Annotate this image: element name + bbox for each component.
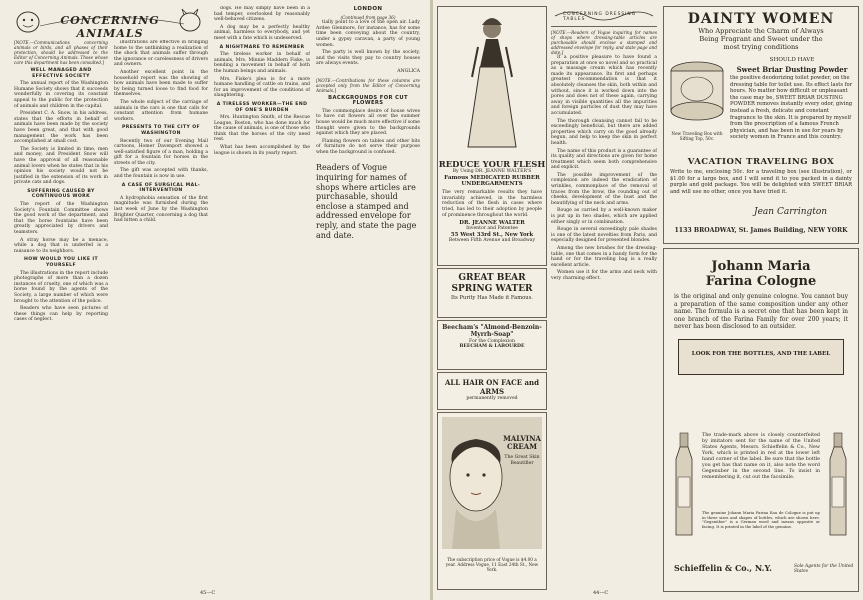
ad-address: 55 West 33rd St., New York: [450, 231, 534, 238]
ad-title: REDUCE YOUR FLESH: [438, 159, 546, 169]
section-heading: HOW WOULD YOU LIKE IT YOURSELF: [23, 257, 99, 268]
look-for-label: LOOK FOR THE BOTTLES, AND THE LABEL: [691, 350, 831, 357]
cream-ad: [437, 412, 547, 590]
london-column: [316, 4, 420, 589]
paragraph: The report of the Washington Society's Fountain Committee shows the good work of the department, and that the horse fountains have been greatly appreciated by drivers and teamsters.: [14, 202, 108, 236]
powder-box-illustration: [668, 57, 726, 147]
animals-column-1: [14, 40, 108, 585]
agents-sub: Sole Agents for the United States: [794, 564, 854, 575]
powder-tin-icon: [668, 57, 726, 127]
paragraph: Flaming flowers on tables and other bits of furniture do not serve their purpose when the background is confused.: [316, 138, 420, 155]
dainty-women-ad: [663, 6, 859, 244]
ad-subtitle: most trying conditions: [723, 43, 799, 51]
ad-subtitle: Being Fragrant and Sweet under the: [699, 35, 823, 43]
ad-body: Write to me, enclosing 50c. for a traveling box (see illustration), or $1.00 for a large box, and I will send it to you packed in a dainty purple and gold package. You will be delighted with SWEET BRIAR and will use no other, once you have tried it.: [670, 169, 852, 195]
paragraph: If a positive pleasure to have found a preparation at once so novel and so practical as a massage cream which has recently made its appearance. Its first and perhaps greatest recommendation is that it absolutely cleanses the skin, both within and without, since it is worked down into the pores and does not of these again, carrying away in visible quantities all the impurities and foreign particles of dust they may have accumulated.: [551, 55, 657, 116]
bottle-icon: [824, 431, 852, 541]
paragraph: Rouge as carried by a well-known maker is put up in two shades, which are applied either singly or in combination.: [551, 208, 657, 225]
paragraph: Mrs. Fiske's plea is for a more humane handling of cattle on trains, and for an improvement of the conditions of slaughtering.: [214, 76, 310, 99]
paragraph: The whole subject of the carriage of animals in the cars is one that calls for constant attention from humane workers.: [114, 99, 208, 122]
section-title: CONCERNING ANIMALS: [60, 14, 160, 40]
ad-product: Famous MEDICATED RUBBER UNDERGARMENTS: [444, 174, 540, 188]
section-heading: A NIGHTMARE TO REMEMBER: [219, 44, 305, 50]
ad-subtitle: For the Complexion: [469, 338, 515, 344]
ad-title: Johann Maria: [711, 259, 811, 274]
paragraph: A hydrophobia sensation of the first magnitude was furnished during the last week of June by the Washington Brighter Quarter, concerning a dog that had bitten a child.: [114, 195, 208, 224]
ad-title: DAINTY WOMEN: [687, 11, 835, 27]
paragraph: Another excellent point in the household report was the showing of how animals have been made to suffer by being turned loose to find food for themselves.: [114, 69, 208, 98]
london-signature: ANGLICA: [397, 68, 420, 74]
paragraph: The name of this product is a guarantee of its quality and directions are given for home treatment which seem both comprehensive and explicit.: [551, 148, 657, 171]
ad-body: The trade-mark above is closely counterfeited by imitators sent for the name of the United States Agents, Messrs. Schieffelin & Co., New York, which is printed in red at the lower left hand corner of the label. Be sure that the bottle you get has that name on it, also note the word Gegenuber in the second line. To insist in remembering it, cut out the facsimile.: [702, 433, 820, 480]
left-page: [0, 0, 430, 600]
paragraph: tially point to a love of the open air. Lady Ardee Glenmore, for instance, has for some time been conveying about the country, under a gypsy caravan, a party of young women.: [316, 20, 420, 48]
ad-subtitle: The Great Skin Beautifier: [504, 455, 540, 466]
paragraph: The Society is limited in time, men and money; and President Snow will have the approval of all reasonable animal lovers when he states that in his opinion his society would not be justified in the extension of its work in private cats and dogs.: [14, 146, 108, 186]
reduce-flesh-ad: [437, 6, 547, 266]
ad-street: Between Fifth Avenue and Broadway: [448, 237, 536, 243]
column-note: [NOTE.—Readers of Vogue inquiring for names of shops where dressing-table articles are purchasable should enclose a stamped and addressed envelope for reply, and state page and date.]: [551, 30, 657, 55]
paragraph: Recently two of our Evening Mail cartoons, Homer Davenport showed a well-satisfied figure of a man, holding a gift for a fountain for horses in the streets of the city.: [114, 138, 208, 166]
ad-body: The very remarkable results they have invariably achieved, in the harmless reduction of the flesh in cases where tried, has led to their adoption by people of prominence throughout the world.: [442, 190, 542, 218]
ad-subtitle: permanently removed: [466, 396, 518, 401]
ad-body: is the original and only genuine cologne. You cannot buy a preparation of the same composition under any other name. The formula is a secret one that has been kept in one branch of the Farina Family for over 200 years; it never has been disclosed to an outsider.: [674, 293, 848, 331]
ad-subtitle: Its Purity Has Made it Famous.: [451, 295, 533, 301]
paragraph: The annual report of the Washington Humane Society shows that it succeeds wonderfully in covering its constant appeal to the public for the protection of animals and children in the capital.: [14, 81, 108, 109]
hair-removal-ad: [437, 372, 547, 410]
ad-title: ALL HAIR ON FACE and ARMS: [444, 378, 540, 396]
paragraph: A stray horse may be a menace, while a dog that is underfed is a nuisance to its neighbors.: [14, 237, 108, 254]
ad-body: the positive deodorizing toilet powder, on the dressing table for toilet use. Its effect lasts for hours. No matter how difficult or unpleasant the case may be, SWEET BRIAR DUSTING POWDER removes instantly every odor, giving instead a fresh, delicate and constant fragrance to the skin. It is prepared by myself from the prescription of a famous French physician, and has been in use for years by society women in France and this country.: [730, 75, 853, 141]
section-heading: WELL MANAGED AND EFFECTIVE SOCIETY: [30, 68, 92, 79]
ad-title: Farina Cologne: [705, 274, 817, 289]
paragraph: The tireless worker in behalf of animals, Mrs. Minnie Maddern Fiske, is bending a movement in behalf of both the human beings and animals.: [214, 52, 310, 74]
soap-ad: [437, 320, 547, 370]
animals-column-2: [114, 40, 208, 585]
column-note: [NOTE.—Contributions for these columns are accepted only from the Editor of Concerning Animals.]: [316, 77, 420, 93]
spring-water-ad: [437, 268, 547, 318]
ad-address: 1133 BROADWAY, St. James Building, NEW YORK: [674, 227, 848, 234]
intro-note: [NOTE.—Communications concerning animals or birds, and all phases of their protection, should be addressed to the Editor of Concerning Animals. Those whose care this department has been consulted.]: [14, 40, 108, 65]
paragraph: Women use it for the arms and neck with very charming effect.: [551, 270, 657, 281]
paragraph: President C. A. Snow, in his address, states that the efforts in behalf of animals have been made by the society have been great, and that with good management the work has been accomplished at small cost.: [14, 111, 108, 145]
bottle-icon: [670, 431, 698, 541]
paragraph: The thorough cleansing cannot fail to be exceedingly beneficial, but there are added properties which carry on the good already begun, and help to keep the skin in perfect health.: [551, 118, 657, 146]
paragraph: Among the new brushes for the dressing-table, one that comes in a handy form for the hand or for the traveling bag is a really excellent article.: [551, 246, 657, 268]
paragraph: dogs. He may simply have been in a bad temper, overlooked by reasonably well-behaved citizens.: [214, 6, 310, 23]
page-number: 45—C: [200, 590, 216, 596]
box-caption: New Traveling Box with Sifting Top, 50c.: [671, 131, 723, 141]
ad-name: DR. JEANNE WALTER: [459, 220, 525, 227]
agents-name: Schieffelin & Co., N.Y.: [674, 563, 772, 573]
paragraph: Readers who have seen pictures of these things can help by reporting cases of neglect.: [14, 306, 108, 323]
paragraph: A dog may be a perfectly healthy animal, harmless to everybody, and yet meet with a fate which is undeserved.: [214, 24, 310, 41]
section-heading: PRESENTS TO THE CITY OF WASHINGTON: [121, 125, 201, 136]
ad-title: GREAT BEAR SPRING WATER: [451, 273, 533, 294]
ad-title: Beecham's "Almond-Benzoin-Myrrh-Soap": [442, 324, 542, 339]
paragraph: The illustrations in the report include photographs of more than a dozen instances of cruelty, one of which was a horse found by the agents of the Society, a large number of which were brought to the attention of the police.: [14, 270, 108, 304]
farina-cologne-ad: [663, 248, 859, 592]
ad-subtitle: Who Appreciate the Charm of Always: [698, 27, 824, 35]
signature: Jean Carrington: [754, 207, 828, 217]
dressing-table-header: [551, 6, 657, 27]
dressing-column-title: CONCERNING DRESSING TABLES: [563, 12, 637, 22]
paragraph: The possible improvement of the complexion are indeed the eradication of wrinkles, commonplace of the removal of traces from the brow, the rounding out of cheeks, development of the bust and the beautifying of the neck and arms.: [551, 172, 657, 206]
ad-address: BEECHAM & LABOURDE: [459, 344, 525, 350]
should-have: SHOULD HAVE: [769, 57, 815, 63]
dressing-table-column: [551, 30, 657, 585]
readers-notice: Readers of Vogue inquiring for names of shops where articles are purchasable, should enclose a stamped and addressed envelope for reply, and state the page and date.: [316, 163, 417, 240]
product-name: Sweet Briar Dusting Powder: [736, 65, 848, 74]
corseted-woman-illustration-icon: [438, 7, 546, 157]
cologne-bottle-icon: [670, 431, 698, 541]
paragraph: The gift was accepted with thanks, and the fountain is now in use.: [114, 168, 208, 180]
paragraph: Mrs. Huntington Smith, of the Rescue League, Boston, who has done much for the cause of animals, is one of those who think that the horses of the city need rest.: [214, 115, 310, 143]
ad-subtitle: By Using DR. JEANNE WALTER'S: [452, 169, 532, 174]
paragraph: illustrations are effective in bringing home to the unthinking a realization of the shock that animals suffer through the ignorance or carelessness of drivers and owners.: [114, 40, 208, 68]
concerning-animals-header: [14, 6, 204, 40]
london-heading: LONDON: [353, 6, 383, 12]
london-continued: (Continued from page 36): [340, 14, 396, 20]
traveling-box-heading: VACATION TRAVELING BOX: [687, 157, 835, 167]
paragraph: The party is well known by the society, and the visits they pay to country houses are always events.: [316, 50, 420, 67]
animals-column-3: [214, 6, 310, 586]
subscription-caption: The subscription price of Vogue is $4.00 a year. Address Vogue, 11 East 24th St., New York.: [445, 557, 539, 572]
section-heading: BACKGROUNDS FOR CUT FLOWERS: [328, 94, 408, 107]
fine-print: The genuine Johann Maria Farina Eau de Cologne is put up in three sizes and shapes of bottles, which are shown here. "Gegenüber" is a German word and means opposite or facing. It is printed in the label of the genuine.: [702, 510, 820, 529]
section-heading: SUFFERING CAUSED BY CONTINUOUS WORK: [27, 188, 95, 200]
page-number: 44—C: [593, 590, 609, 596]
section-heading: A TIRELESS WORKER—THE END OF ONE'S BURDEN: [216, 101, 308, 113]
right-page: [433, 0, 863, 600]
ad-inventor: Inventor and Patentee: [466, 226, 518, 232]
paragraph: Rouge in several exceedingly pale shades is one of the latest novelties from Paris, and especially designed for presented blondes.: [551, 227, 657, 244]
paragraph: The commonplace desire of house wives to have cut flowers all over the summer house would be much more effective if some thought were given to the backgrounds against which they are placed.: [316, 108, 420, 137]
ad-title: MALVINA CREAM: [503, 434, 541, 451]
section-heading: A CASE OF SURGICAL MAL-INTERVENTION: [121, 182, 201, 194]
cologne-bottle-icon: [824, 431, 852, 541]
label-illustration: [678, 339, 844, 375]
paragraph: What has been accomplished by the league is shown in its yearly report.: [214, 145, 310, 156]
